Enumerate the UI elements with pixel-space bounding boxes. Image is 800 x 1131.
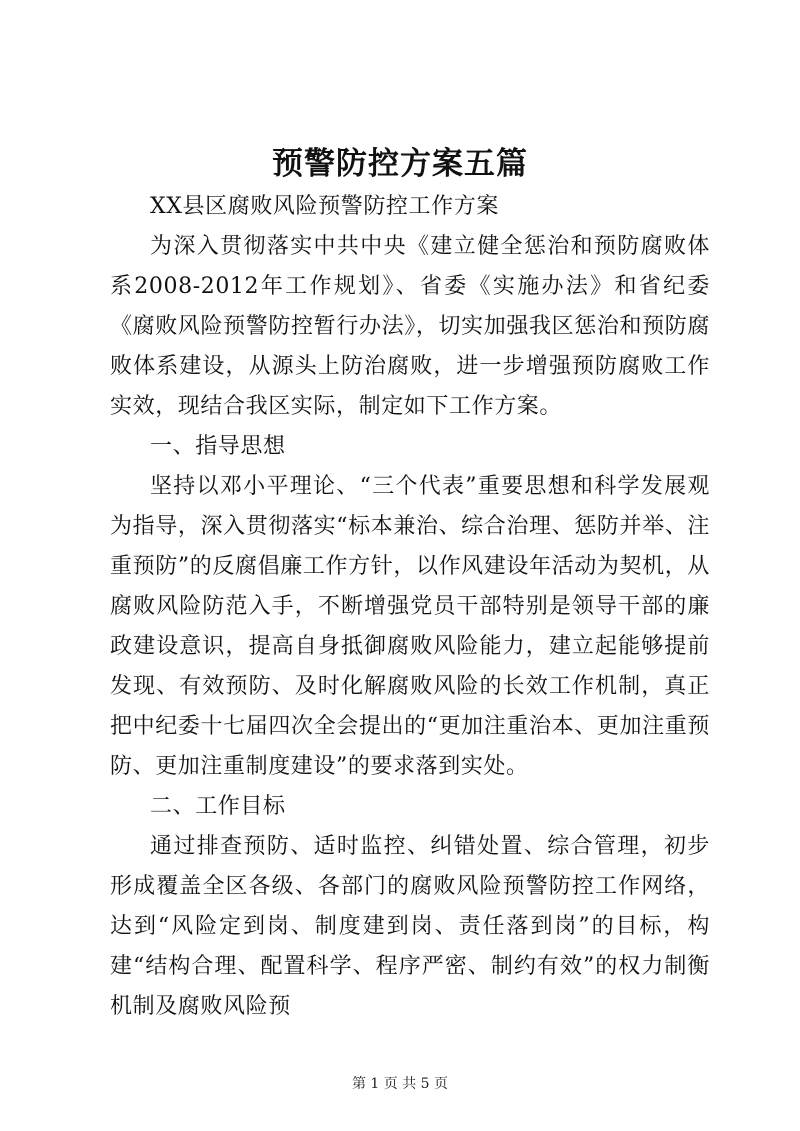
intro-paragraph: 为深入贯彻落实中共中央《建立健全惩治和预防腐败体系2008-2012年工作规划》、省委《实施办法》和省纪委《腐败风险预警防控暂行办法》，切实加强我区惩治和预防腐败体系建设，从源头上防治腐败，进一步增强预防腐败工作实效，现结合我区实际，制定如下工作方案。 xyxy=(110,234,710,419)
work-goals-paragraph: 通过排查预防、适时监控、纠错处置、综合管理，初步形成覆盖全区各级、各部门的腐败风险预警防控工作网络，达到“风险定到岗、制度建到岗、责任落到岗”的目标，构建“结构合理、配置科学、程序严密、制约有效”的权力制衡机制及腐败风险预 xyxy=(110,834,710,1019)
page-number-footer: 第 1 页 共 5 页 xyxy=(351,1076,449,1092)
section-heading-guiding-ideology: 一、指导思想 xyxy=(150,434,286,459)
section-heading-work-goals: 二、工作目标 xyxy=(150,794,286,819)
document-subtitle: XX县区腐败风险预警防控工作方案 xyxy=(150,194,499,219)
document-body xyxy=(110,187,710,1027)
guiding-ideology-paragraph: 坚持以邓小平理论、“三个代表”重要思想和科学发展观为指导，深入贯彻落实“标本兼治、综合治理、惩防并举、注重预防”的反腐倡廉工作方针，以作风建设年活动为契机，从腐败风险防范入手，不断增强党员干部特别是领导干部的廉政建设意识，提高自身抵御腐败风险能力，建立起能够提前发现、有效预防、及时化解腐败风险的长效工作机制，真正把中纪委十七届四次全会提出的“更加注重治本、更加注重预防、更加注重制度建设”的要求落到实处。 xyxy=(110,474,710,779)
document-title: 预警防控方案五篇 xyxy=(272,146,528,182)
